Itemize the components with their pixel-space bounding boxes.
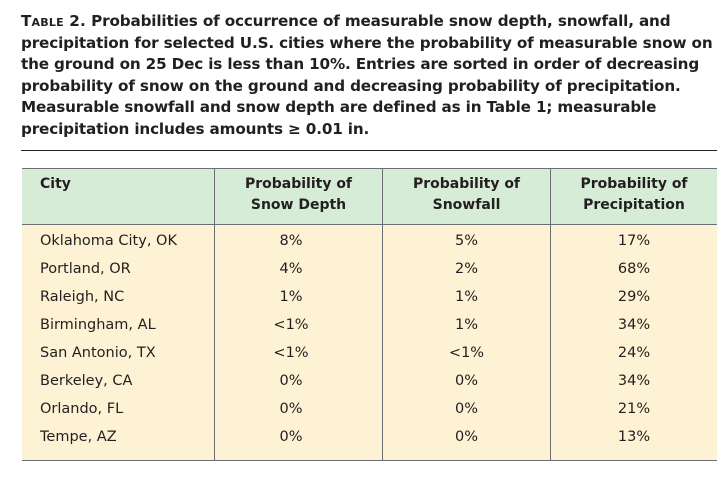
snowfall-cell: <1% [448,345,485,361]
snow-depth-cell: 0% [279,373,303,389]
header-bottom-border [22,224,717,225]
table-row [22,395,717,423]
city-cell: Tempe, AZ [40,429,117,445]
table-row [22,367,717,395]
city-cell: San Antonio, TX [40,345,156,361]
snow-depth-cell: 8% [279,233,303,249]
table-top-border [22,168,717,169]
city-cell: Orlando, FL [40,401,124,417]
table-row [22,227,717,255]
precipitation-cell: 13% [617,429,651,445]
data-table [22,168,717,461]
column-header-line1: Probability of [244,176,353,192]
snow-depth-cell: <1% [273,345,309,361]
table-row [22,339,717,367]
column-header-line2: Snow Depth [250,197,347,213]
table-bottom-border [22,460,717,461]
city-cell: Oklahoma City, OK [40,233,177,249]
column-header-line1: Probability of [412,176,521,192]
city-cell: Berkeley, CA [40,373,133,389]
table-caption-text: Probabilities of occurrence of measurable snow depth, snowfall, and precipitation for selected U.S. cities where the probability of measurable snow on the ground on 25 Dec is less than 10%. Entries are sorted in order of decreasing probability of snow on the ground and decreasing probability of precipitation. Measurable snowfall and snow depth are defined as in Table 1; measurable precipitation includes amounts ≥ 0.01 in. [21,12,713,138]
snow-depth-cell: 0% [279,429,303,445]
precipitation-cell: 17% [617,233,651,249]
precipitation-cell: 21% [617,401,651,417]
snowfall-cell: 0% [454,373,478,389]
city-cell: Raleigh, NC [40,289,125,305]
column-header-line2: Snowfall [432,197,501,213]
snow-depth-cell: 1% [279,289,303,305]
precipitation-cell: 34% [617,317,651,333]
column-header-snowfall [383,174,550,216]
city-cell: Birmingham, AL [40,317,156,333]
city-cell: Portland, OR [40,261,131,277]
table-caption [21,11,717,141]
snowfall-cell: 1% [454,317,478,333]
table-row [22,283,717,311]
precipitation-cell: 29% [617,289,651,305]
snowfall-cell: 0% [454,429,478,445]
column-header-precipitation [551,174,717,216]
snowfall-cell: 5% [454,233,478,249]
snow-depth-cell: <1% [273,317,309,333]
snowfall-cell: 1% [454,289,478,305]
table-caption-label: Table 2. [21,12,87,30]
snowfall-cell: 0% [454,401,478,417]
precipitation-cell: 34% [617,373,651,389]
caption-rule [21,150,717,151]
snow-depth-cell: 0% [279,401,303,417]
column-header-line2: Precipitation [583,197,685,213]
table-row [22,423,717,451]
column-header-city [40,174,71,195]
table-row [22,311,717,339]
column-header-city-label: City [40,176,71,192]
precipitation-cell: 24% [617,345,651,361]
precipitation-cell: 68% [617,261,651,277]
column-header-snow-depth [215,174,382,216]
snowfall-cell: 2% [454,261,478,277]
table-row [22,255,717,283]
column-header-line1: Probability of [580,176,688,192]
snow-depth-cell: 4% [279,261,303,277]
